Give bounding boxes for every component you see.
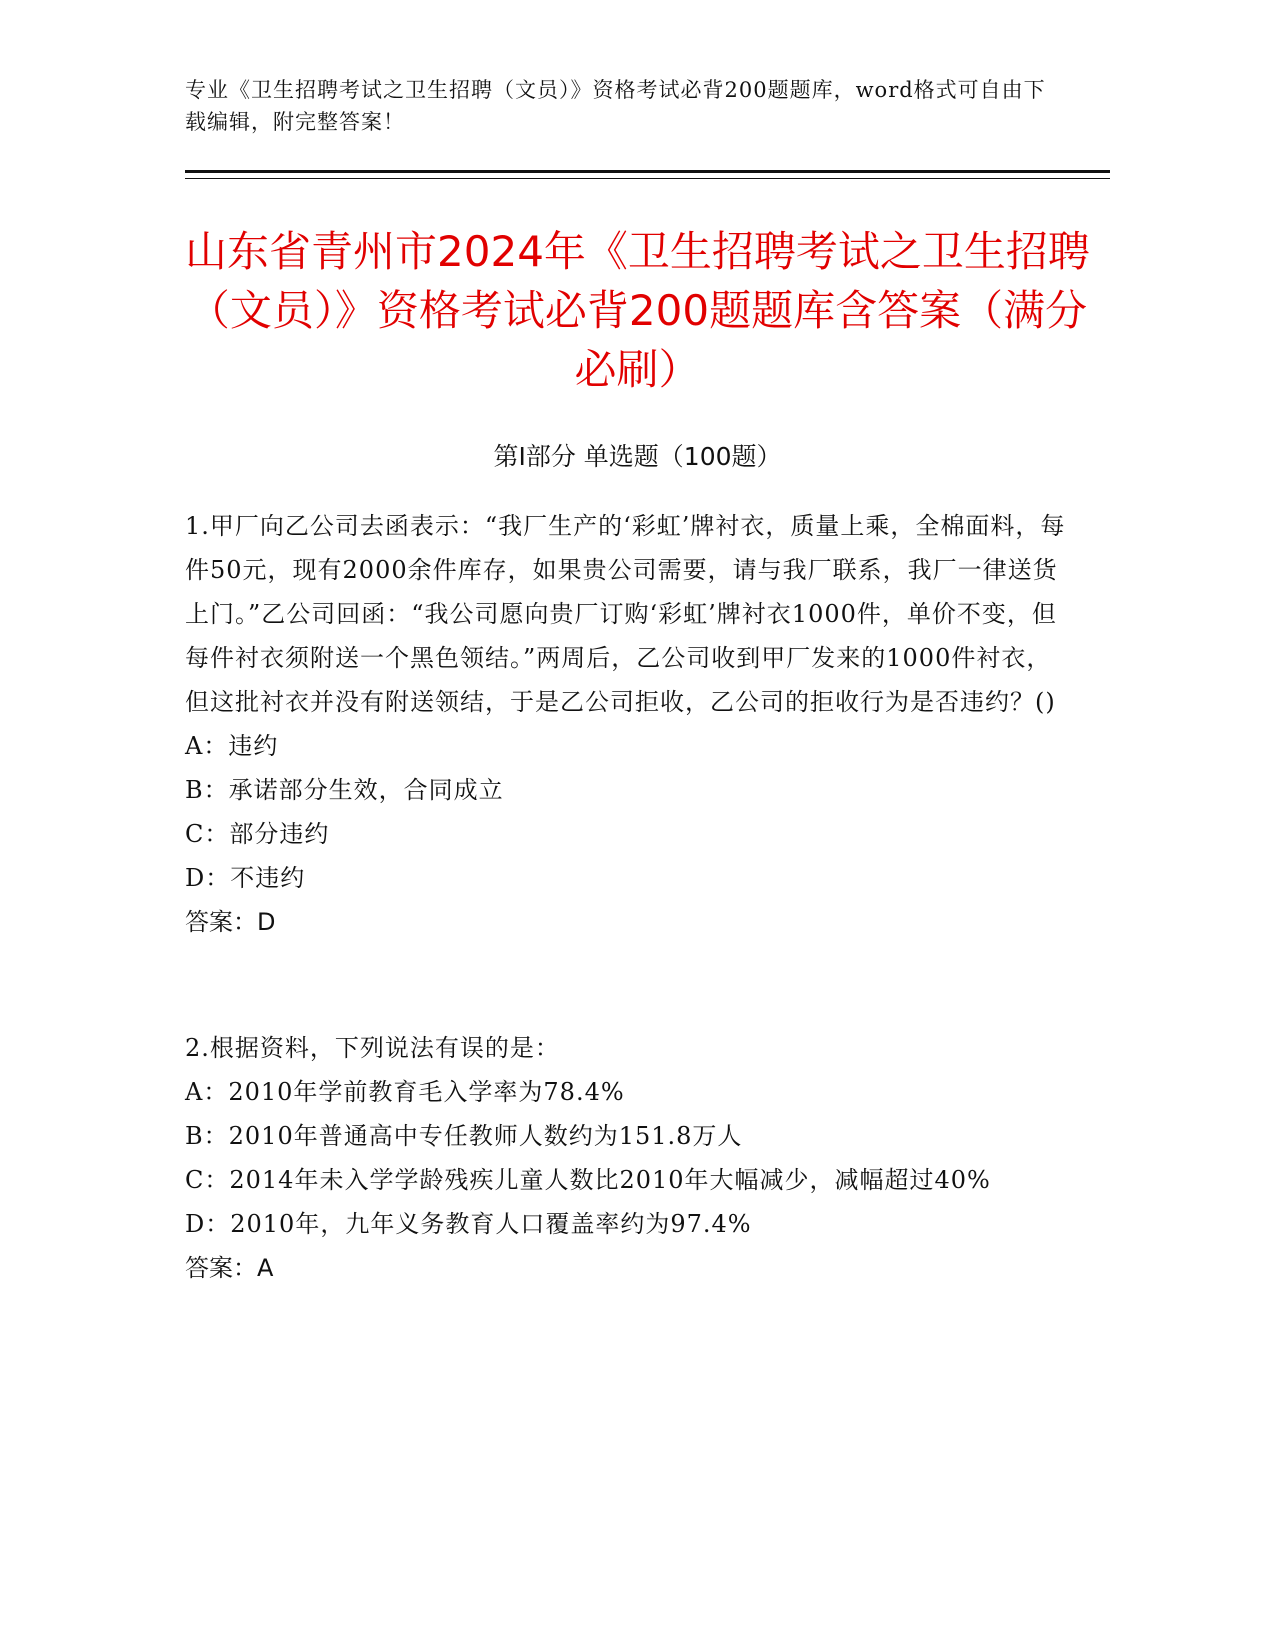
question-stem: 1.甲厂向乙公司去函表示：“我厂生产的‘彩虹’牌衬衣，质量上乘，全棉面料，每件50元，现有2000余件库存，如果贵公司需要，请与我厂联系，我厂一律送货上门。”乙公司回函：“我公司愿向贵厂订购‘彩虹’牌衬衣1000件，单价不变，但每件衬衣须附送一个黑色领结。”两周后，乙公司收到甲厂发来的1000件衬衣，但这批衬衣并没有附送领结，于是乙公司拒收，乙公司的拒收行为是否违约？() — [185, 512, 1066, 716]
option-c: C：部分违约 — [185, 820, 330, 848]
option-b: B：承诺部分生效，合同成立 — [185, 776, 504, 804]
option-a: A：2010年学前教育毛入学率为78.4% — [185, 1078, 625, 1106]
answer: 答案：A — [185, 1254, 274, 1282]
question-stem: 2.根据资料，下列说法有误的是： — [185, 1034, 560, 1062]
option-c: C：2014年未入学学龄残疾儿童人数比2010年大幅减少，减幅超过40% — [185, 1166, 991, 1194]
header-divider-thin — [185, 178, 1110, 179]
option-d: D：不违约 — [185, 864, 306, 892]
document-title: 山东省青州市2024年《卫生招聘考试之卫生招聘（文员）》资格考试必背200题题库含答案（满分必刷） — [185, 227, 1090, 394]
header-note: 专业《卫生招聘考试之卫生招聘（文员）》资格考试必背200题题库，word格式可自由下载编辑，附完整答案！ — [185, 78, 1046, 134]
question-1 — [185, 504, 1075, 944]
question-2 — [185, 1026, 1075, 1290]
option-d: D：2010年，九年义务教育人口覆盖率约为97.4% — [185, 1210, 752, 1238]
option-a: A：违约 — [185, 732, 279, 760]
option-b: B：2010年普通高中专任教师人数约为151.8万人 — [185, 1122, 743, 1150]
answer: 答案：D — [185, 908, 276, 936]
section-title: 第Ⅰ部分 单选题（100题） — [493, 442, 782, 471]
header-divider-thick — [185, 170, 1110, 173]
